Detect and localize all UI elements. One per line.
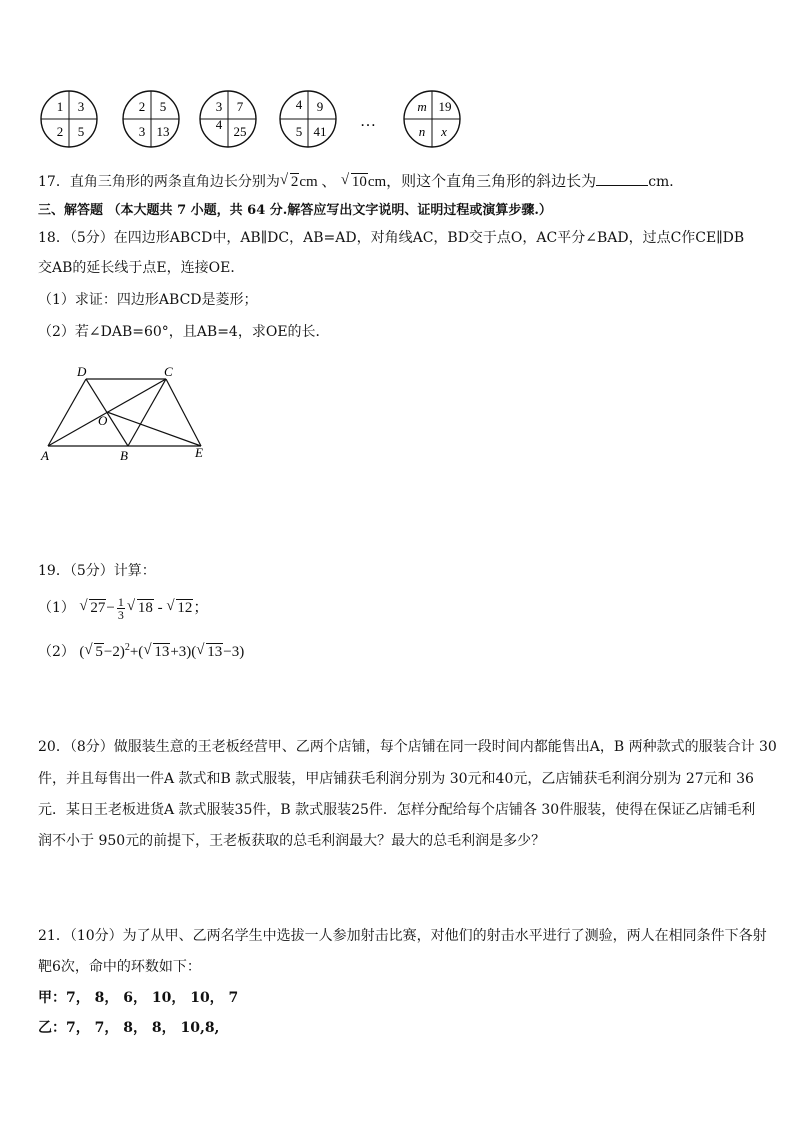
question-17 <box>38 171 683 192</box>
q21-yi-scores: 乙：7， 7， 8， 8， 10,8, <box>38 1020 220 1036</box>
q19-p2-label: （2） <box>38 644 75 660</box>
label-O: O <box>98 413 108 428</box>
circle-2-tl: 2 <box>138 99 146 114</box>
ellipsis: … <box>360 113 376 130</box>
q19-p1-expression: √ 27− $\frac{1}{3}$ √ 18 - √ 12； <box>79 600 208 616</box>
circle-5-tr: 19 <box>438 99 452 114</box>
q18-figure <box>38 365 218 465</box>
q17-root-2: √ 10 <box>341 174 368 190</box>
circle-5-bl: n <box>418 124 426 139</box>
circle-3-tr: 7 <box>236 99 244 114</box>
section-3-note: （本大题共 7 小题，共 64 分.解答应写出文字说明、证明过程或演算步骤.） <box>107 203 552 218</box>
q21-line-2: 靶6次，命中的环数如下： <box>38 959 201 975</box>
circle-4-bl: 5 <box>295 124 303 139</box>
circle-5 <box>404 91 460 147</box>
q17-suffix: cm． <box>648 174 684 190</box>
circle-1-bl: 2 <box>56 124 64 139</box>
circle-4-tl: 4 <box>295 97 303 112</box>
q20-line-2: 件，并且每售出一件A 款式和B 款式服装，甲店铺获毛利润分别为 30元和40元，乙店铺获毛利润分别为 27元和 36 <box>38 771 754 787</box>
q19-part-1 <box>38 596 208 621</box>
circle-4 <box>280 91 336 147</box>
circle-2-br: 13 <box>156 124 170 139</box>
q19-p2-expression: (√ 5−2)$^2$+(√ 13+3)(√ 13−3) <box>79 644 244 660</box>
label-E: E <box>195 445 203 460</box>
circle-2-tr: 5 <box>159 99 167 114</box>
q19-p1-label: （1） <box>38 600 75 616</box>
q20-line-4: 润不小于 950元的前提下，王老板获取的总毛利润最大？最大的总毛利润是多少？ <box>38 833 546 849</box>
q17-root-1: √ 2 <box>280 174 300 190</box>
q21-line-1: 21．（10分）为了从甲、乙两名学生中选拔一人参加射击比赛，对他们的射击水平进行了测验，两人在相同条件下各射 <box>38 928 767 944</box>
circle-4-tr: 9 <box>316 99 324 114</box>
circle-sequence <box>38 88 468 150</box>
q17-prefix: 17．直角三角形的两条直角边长分别为 <box>38 174 280 190</box>
q17-middle: cm，则这个直角三角形的斜边长为 <box>367 174 597 190</box>
q20-line-1: 20．（8分）做服装生意的王老板经营甲、乙两个店铺，每个店铺在同一段时间内都能售出A，B 两种款式的服装合计 30 <box>38 739 777 755</box>
q17-unit-1: cm 、 <box>299 174 337 190</box>
q21-jia-scores: 甲：7， 8， 6， 10， 10， 7 <box>38 990 239 1006</box>
circle-4-br: 41 <box>313 124 327 139</box>
section-3-heading <box>38 201 552 221</box>
circle-2 <box>123 91 179 147</box>
q18-part-2: （2）若∠DAB=60°，且AB=4，求OE的长． <box>38 324 330 340</box>
label-D: D <box>77 365 87 379</box>
label-C: C <box>164 365 173 379</box>
circle-5-tl: m <box>417 99 427 114</box>
section-3-title: 三、解答题 <box>38 203 104 218</box>
q17-answer-blank <box>596 171 648 186</box>
q20-line-3: 元．某日王老板进货A 款式服装35件，B 款式服装25件．怎样分配给每个店铺各 30件服装，使得在保证乙店铺毛利 <box>38 802 756 818</box>
label-A: A <box>41 448 49 463</box>
circle-1 <box>41 91 97 147</box>
q18-line-1: 18．（5分）在四边形ABCD中，AB∥DC，AB=AD，对角线AC，BD交于点O，AC平分∠BAD，过点C作CE∥DB <box>38 230 745 246</box>
circle-3-tl: 3 <box>215 99 223 114</box>
circle-1-br: 5 <box>77 124 85 139</box>
q18-line-2: 交AB的延长线于点E，连接OE． <box>38 260 245 276</box>
circle-1-tr: 3 <box>77 99 85 114</box>
q19-title: 19．（5分）计算： <box>38 563 156 579</box>
q18-part-1: （1）求证：四边形ABCD是菱形； <box>38 292 258 308</box>
circle-3-bl: 4 <box>215 117 223 132</box>
circle-5-br: x <box>441 124 447 139</box>
circle-3 <box>200 91 256 147</box>
circle-3-br: 25 <box>233 124 247 139</box>
circle-2-bl: 3 <box>138 124 146 139</box>
rhombus-diagram <box>38 365 218 465</box>
circle-1-tl: 1 <box>56 99 64 114</box>
circle-sequence-graphic <box>38 88 468 150</box>
label-B: B <box>120 448 128 463</box>
q19-part-2 <box>38 638 244 662</box>
